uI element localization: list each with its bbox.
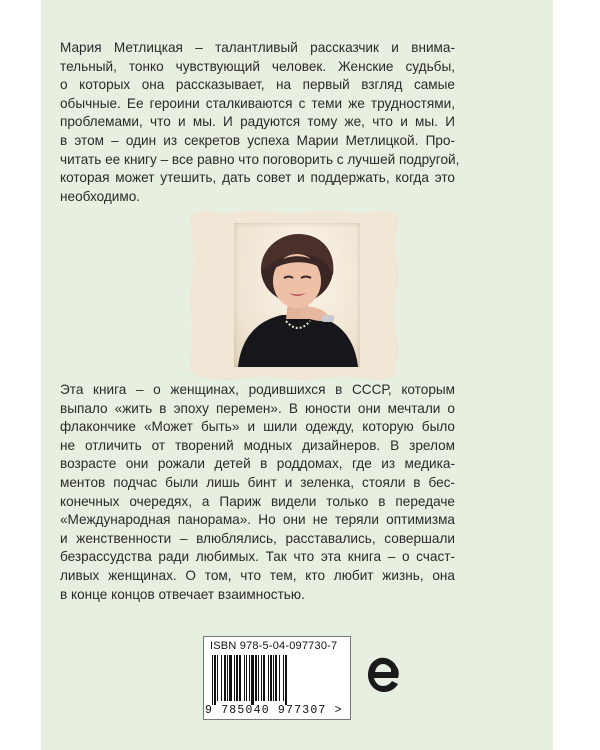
author-intro-paragraph bbox=[60, 39, 460, 206]
text-line: возрасте они рожали детей в роддомах, где из медика- bbox=[60, 456, 455, 472]
text-line: безрассудства ради любимых. Так что эта книга – о счаст- bbox=[60, 549, 455, 565]
author-portrait-illustration bbox=[234, 223, 360, 367]
text-line: проблемами, что и мы. И радуются тому же, что и мы. И bbox=[60, 114, 455, 130]
text-line: флакончике «Может быть» и шили одежду, которую было bbox=[60, 419, 455, 435]
publisher-logo-icon bbox=[365, 655, 401, 695]
isbn-barcode bbox=[203, 636, 351, 720]
text-line: и женственности – влюблялись, расставались, совершали bbox=[60, 530, 455, 546]
text-line: тельный, тонко чувствующий человек. Женские судьбы, bbox=[60, 58, 455, 74]
text-line: конечных очередях, а Париж видели только в передаче bbox=[60, 493, 455, 509]
text-line: выпало «жить в эпоху перемен». В юности они мечтали о bbox=[60, 400, 455, 416]
text-line: в конце концов отвечает взаимностью. bbox=[60, 586, 305, 602]
barcode-bars bbox=[212, 655, 342, 705]
isbn-label: ISBN 978-5-04-097730-7 bbox=[210, 640, 338, 652]
text-line: обычные. Ее героини сталкиваются с теми же трудностями, bbox=[60, 95, 455, 111]
text-line: читать ее книгу – все равно что поговорить с лучшей подругой, bbox=[60, 151, 460, 167]
text-line: которая может утешить, дать совет и поддержать, когда это bbox=[60, 170, 455, 186]
text-line: «Международная панорама». Но они не теряли оптимизма bbox=[60, 512, 455, 528]
text-line: в этом – один из секретов успеха Марии Метлицкой. Про- bbox=[60, 132, 455, 148]
text-line: ливых женщинах. О том, что тем, кто любит жизнь, она bbox=[60, 567, 455, 583]
text-line: Эта книга – о женщинах, родившихся в СССР, которым bbox=[60, 382, 455, 397]
book-description-paragraph bbox=[60, 381, 455, 604]
text-line: о которых она рассказывает, на первый взгляд самые bbox=[60, 77, 455, 93]
author-photo bbox=[234, 223, 360, 367]
text-line: ментов подчас были лишь бинт и зеленка, стояли в бес- bbox=[60, 474, 455, 490]
author-photo-frame bbox=[190, 210, 398, 380]
text-line: Мария Метлицкая – талантливый рассказчик и внима- bbox=[60, 40, 455, 55]
text-line: не отличить от творений модных дизайнеров. В зрелом bbox=[60, 437, 455, 453]
text-line: необходимо. bbox=[60, 188, 141, 204]
barcode-digits: 9 785040 977307 > bbox=[205, 704, 343, 717]
